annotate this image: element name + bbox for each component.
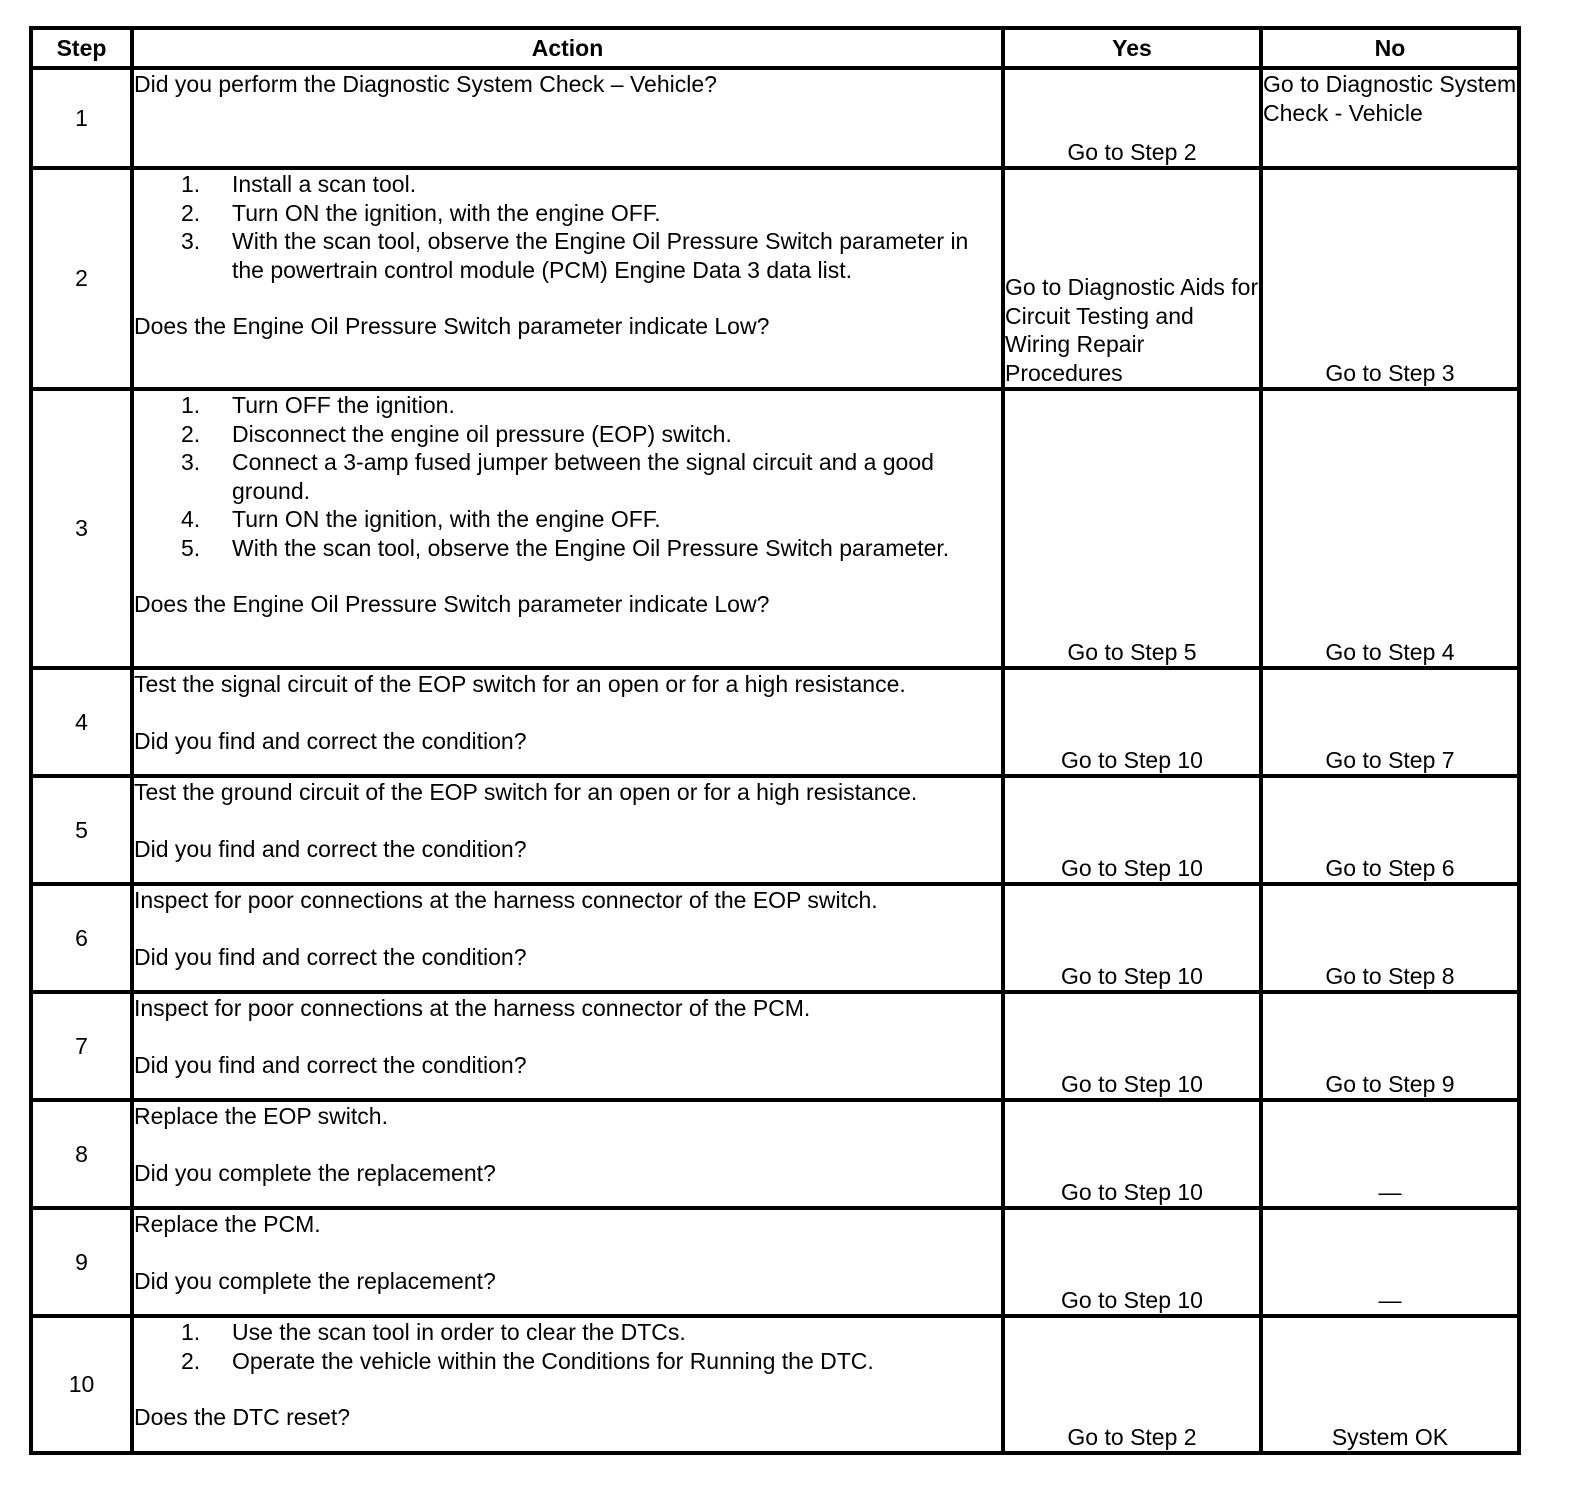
action-cell	[132, 776, 1003, 884]
header-no: No	[1261, 28, 1519, 68]
step-number: 8	[31, 1100, 132, 1208]
action-list	[134, 170, 1001, 284]
step-number: 9	[31, 1208, 132, 1316]
action-text: Test the ground circuit of the EOP switch for an open or for a high resistance.	[134, 779, 918, 805]
no-cell: Go to Step 3	[1261, 168, 1519, 389]
yes-cell: Go to Step 10	[1003, 1208, 1261, 1316]
action-text: Replace the PCM.	[134, 1211, 321, 1237]
list-item: 5. With the scan tool, observe the Engine Oil Pressure Switch parameter.	[181, 534, 950, 561]
action-cell	[132, 884, 1003, 992]
list-item: 1. Turn OFF the ignition.	[181, 392, 455, 418]
yes-cell: Go to Step 10	[1003, 668, 1261, 776]
action-question: Did you complete the replacement?	[134, 1267, 496, 1294]
step-number: 10	[31, 1316, 132, 1453]
yes-cell: Go to Diagnostic Aids for Circuit Testing and Wiring Repair Procedures	[1003, 168, 1261, 389]
table-row	[31, 776, 1519, 884]
action-question: Did you find and correct the condition?	[134, 835, 527, 862]
no-cell: —	[1261, 1100, 1519, 1208]
action-list	[134, 391, 1001, 562]
step-number: 2	[31, 168, 132, 389]
action-cell	[132, 68, 1003, 168]
table-row	[31, 668, 1519, 776]
yes-cell: Go to Step 2	[1003, 1316, 1261, 1453]
action-question: Did you find and correct the condition?	[134, 1051, 527, 1078]
table-row	[31, 1100, 1519, 1208]
table-row	[31, 1208, 1519, 1316]
action-question: Does the DTC reset?	[134, 1404, 351, 1430]
table-row	[31, 1316, 1519, 1453]
no-cell: System OK	[1261, 1316, 1519, 1453]
header-yes: Yes	[1003, 28, 1261, 68]
yes-cell: Go to Step 10	[1003, 1100, 1261, 1208]
list-item: 1. Use the scan tool in order to clear the DTCs.	[181, 1319, 686, 1345]
yes-cell: Go to Step 2	[1003, 68, 1261, 168]
step-number: 6	[31, 884, 132, 992]
header-step: Step	[31, 28, 132, 68]
action-text: Replace the EOP switch.	[134, 1103, 388, 1129]
action-cell	[132, 992, 1003, 1100]
action-question: Did you find and correct the condition?	[134, 943, 527, 970]
action-cell	[132, 668, 1003, 776]
action-cell	[132, 1208, 1003, 1316]
list-item: 3. Connect a 3-amp fused jumper between the signal circuit and a good ground.	[181, 449, 934, 504]
action-cell	[132, 168, 1003, 389]
no-cell: Go to Step 7	[1261, 668, 1519, 776]
action-text: Did you perform the Diagnostic System Check – Vehicle?	[134, 71, 717, 97]
table-row	[31, 884, 1519, 992]
step-number: 3	[31, 389, 132, 668]
yes-cell: Go to Step 10	[1003, 776, 1261, 884]
header-action: Action	[132, 28, 1003, 68]
list-item: 3. With the scan tool, observe the Engine Oil Pressure Switch parameter in the powertrain control module (PCM) Engine Data 3 data list.	[181, 228, 969, 283]
table-row	[31, 68, 1519, 168]
no-cell: Go to Step 4	[1261, 389, 1519, 668]
yes-cell: Go to Step 10	[1003, 992, 1261, 1100]
yes-cell: Go to Step 5	[1003, 389, 1261, 668]
step-number: 1	[31, 68, 132, 168]
table-row	[31, 389, 1519, 668]
diagnostic-table	[29, 26, 1521, 1455]
no-cell: Go to Step 9	[1261, 992, 1519, 1100]
step-number: 4	[31, 668, 132, 776]
step-number: 5	[31, 776, 132, 884]
action-list	[134, 1318, 1001, 1375]
action-question: Did you complete the replacement?	[134, 1159, 496, 1186]
list-item: 2. Turn ON the ignition, with the engine OFF.	[181, 199, 661, 226]
list-item: 2. Operate the vehicle within the Conditions for Running the DTC.	[181, 1347, 874, 1374]
no-cell: Go to Diagnostic System Check - Vehicle	[1261, 68, 1519, 168]
action-cell	[132, 389, 1003, 668]
header-row	[31, 28, 1519, 68]
action-text: Inspect for poor connections at the harness connector of the PCM.	[134, 995, 811, 1021]
list-item: 4. Turn ON the ignition, with the engine OFF.	[181, 506, 661, 532]
list-item: 2. Disconnect the engine oil pressure (EOP) switch.	[181, 420, 732, 447]
yes-cell: Go to Step 10	[1003, 884, 1261, 992]
action-question: Does the Engine Oil Pressure Switch parameter indicate Low?	[134, 591, 770, 617]
list-item: 1. Install a scan tool.	[181, 171, 417, 197]
action-text: Test the signal circuit of the EOP switch for an open or for a high resistance.	[134, 671, 906, 697]
step-number: 7	[31, 992, 132, 1100]
action-question: Does the Engine Oil Pressure Switch parameter indicate Low?	[134, 313, 770, 339]
action-text: Inspect for poor connections at the harness connector of the EOP switch.	[134, 887, 878, 913]
action-question: Did you find and correct the condition?	[134, 727, 527, 754]
action-cell	[132, 1316, 1003, 1453]
no-cell: Go to Step 8	[1261, 884, 1519, 992]
no-cell: —	[1261, 1208, 1519, 1316]
table-row	[31, 992, 1519, 1100]
no-cell: Go to Step 6	[1261, 776, 1519, 884]
action-cell	[132, 1100, 1003, 1208]
table-row	[31, 168, 1519, 389]
